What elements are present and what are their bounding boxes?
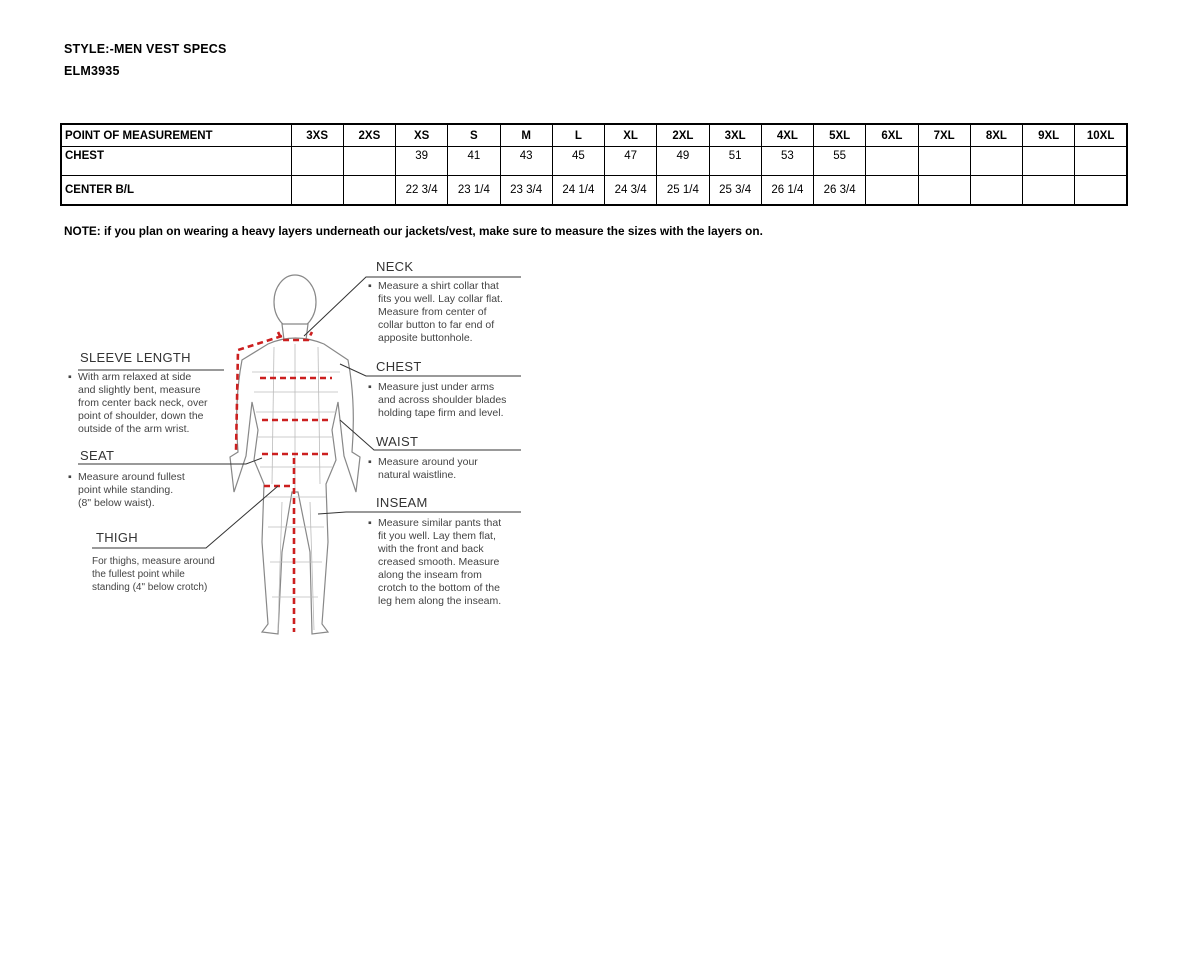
column-header: 8XL xyxy=(970,124,1022,147)
column-header: XS xyxy=(396,124,448,147)
column-header: 9XL xyxy=(1023,124,1075,147)
chest-text-line: and across shoulder blades xyxy=(378,394,507,406)
inseam-text-line: along the inseam from xyxy=(378,569,482,581)
sleeve-text-line: outside of the arm wrist. xyxy=(78,423,190,435)
table-cell: 43 xyxy=(500,147,552,176)
table-cell xyxy=(918,176,970,206)
column-header: M xyxy=(500,124,552,147)
table-cell: 41 xyxy=(448,147,500,176)
inseam-text-line: crotch to the bottom of the xyxy=(378,582,500,594)
table-cell: 49 xyxy=(657,147,709,176)
size-spec-table xyxy=(60,123,1128,206)
table-cell xyxy=(291,176,343,206)
neck-title: NECK xyxy=(376,259,414,274)
column-header: 2XS xyxy=(343,124,395,147)
column-header: L xyxy=(552,124,604,147)
sleeve-bullet: ▪ xyxy=(68,371,72,383)
table-cell: 23 1/4 xyxy=(448,176,500,206)
column-header: 6XL xyxy=(866,124,918,147)
thigh-text-line: standing (4" below crotch) xyxy=(92,582,208,593)
column-header: S xyxy=(448,124,500,147)
column-header: XL xyxy=(605,124,657,147)
column-header: 5XL xyxy=(814,124,866,147)
column-header: 7XL xyxy=(918,124,970,147)
seat-text-line: Measure around fullest xyxy=(78,471,185,483)
seat-title: SEAT xyxy=(80,448,115,463)
column-header: 3XL xyxy=(709,124,761,147)
waist-title: WAIST xyxy=(376,434,419,449)
waist-bullet: ▪ xyxy=(368,456,372,468)
table-cell xyxy=(970,176,1022,206)
table-cell: 47 xyxy=(605,147,657,176)
table-cell xyxy=(343,176,395,206)
chest-text-line: Measure just under arms xyxy=(378,381,495,393)
column-header: 10XL xyxy=(1075,124,1127,147)
sleeve-text-line: With arm relaxed at side xyxy=(78,371,192,383)
sleeve-text-line: point of shoulder, down the xyxy=(78,410,204,422)
sleeve-text-line: and slightly bent, measure xyxy=(78,384,201,396)
neck-text-line: apposite buttonhole. xyxy=(378,332,473,344)
table-cell: 55 xyxy=(814,147,866,176)
table-cell: 24 3/4 xyxy=(605,176,657,206)
table-cell: 22 3/4 xyxy=(396,176,448,206)
table-cell: 51 xyxy=(709,147,761,176)
table-cell xyxy=(918,147,970,176)
sleeve-text-line: from center back neck, over xyxy=(78,397,208,409)
inseam-bullet: ▪ xyxy=(368,517,372,529)
thigh-text-line: For thighs, measure around xyxy=(92,556,215,567)
measurement-guide-figure xyxy=(56,252,526,652)
layering-note: NOTE: if you plan on wearing a heavy layers underneath our jackets/vest, make sure to measure the sizes with the layers on. xyxy=(64,224,763,238)
table-cell: 24 1/4 xyxy=(552,176,604,206)
seat-text-line: point while standing. xyxy=(78,484,174,496)
sleeve-title: SLEEVE LENGTH xyxy=(80,350,191,365)
table-cell: 25 1/4 xyxy=(657,176,709,206)
style-code: ELM3935 xyxy=(64,64,120,78)
table-cell xyxy=(866,176,918,206)
column-header: 2XL xyxy=(657,124,709,147)
neck-text-line: Measure a shirt collar that xyxy=(378,280,499,292)
table-cell xyxy=(866,147,918,176)
table-header-row xyxy=(61,124,1127,147)
style-title: STYLE:-MEN VEST SPECS xyxy=(64,42,227,56)
inseam-text-line: Measure similar pants that xyxy=(378,517,502,529)
inseam-title: INSEAM xyxy=(376,495,428,510)
table-row xyxy=(61,176,1127,206)
chest-title: CHEST xyxy=(376,359,422,374)
table-cell xyxy=(1023,147,1075,176)
inseam-text-line: with the front and back xyxy=(378,543,484,555)
row-label: CENTER B/L xyxy=(61,176,291,206)
seat-bullet: ▪ xyxy=(68,471,72,483)
table-cell xyxy=(291,147,343,176)
table-cell xyxy=(343,147,395,176)
row-label: CHEST xyxy=(61,147,291,176)
table-cell: 39 xyxy=(396,147,448,176)
table-cell xyxy=(970,147,1022,176)
neck-text-line: Measure from center of xyxy=(378,306,487,318)
table-cell xyxy=(1075,147,1127,176)
seat-text-line: (8" below waist). xyxy=(78,497,155,509)
neck-text-line: fits you well. Lay collar flat. xyxy=(378,293,503,305)
inseam-text-line: leg hem along the inseam. xyxy=(378,595,502,607)
waist-text-line: Measure around your xyxy=(378,456,478,468)
table-cell: 45 xyxy=(552,147,604,176)
waist-text-line: natural waistline. xyxy=(378,469,457,481)
table-cell: 25 3/4 xyxy=(709,176,761,206)
table-cell xyxy=(1075,176,1127,206)
table-cell: 23 3/4 xyxy=(500,176,552,206)
column-header: 4XL xyxy=(761,124,813,147)
inseam-text-line: creased smooth. Measure xyxy=(378,556,500,568)
chest-text-line: holding tape firm and level. xyxy=(378,407,504,419)
inseam-text-line: fit you well. Lay them flat, xyxy=(378,530,496,542)
column-header: POINT OF MEASUREMENT xyxy=(61,124,291,147)
neck-bullet: ▪ xyxy=(368,280,372,292)
table-cell xyxy=(1023,176,1075,206)
neck-text-line: collar button to far end of xyxy=(378,319,495,331)
chest-bullet: ▪ xyxy=(368,381,372,393)
table-cell: 53 xyxy=(761,147,813,176)
thigh-text-line: the fullest point while xyxy=(92,569,185,580)
thigh-title: THIGH xyxy=(96,530,138,545)
table-row xyxy=(61,147,1127,176)
column-header: 3XS xyxy=(291,124,343,147)
table-cell: 26 3/4 xyxy=(814,176,866,206)
table-cell: 26 1/4 xyxy=(761,176,813,206)
